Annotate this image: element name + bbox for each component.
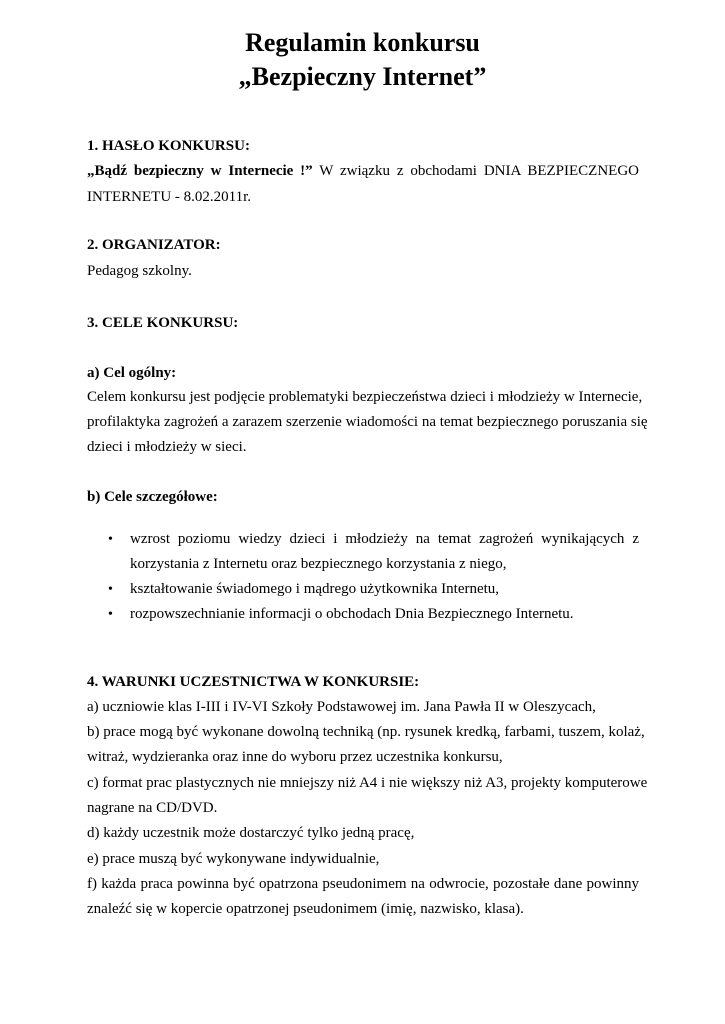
section-4-line: d) każdy uczestnik może dostarczyć tylko jedną pracę, [87, 825, 415, 841]
section-4-line: c) format prac plastycznych nie mniejszy niż A4 i nie większy niż A3, projekty komputerowe [87, 775, 648, 791]
section-4-line: e) prace muszą być wykonywane indywidualnie, [87, 851, 380, 867]
section-1-text-line-2: INTERNETU - 8.02.2011r. [87, 189, 252, 205]
document-title-line-2: „Bezpieczny Internet” [238, 62, 487, 91]
section-4-line: witraż, wydzieranka oraz inne do wyboru przez uczestnika konkursu, [87, 749, 503, 765]
section-1-text-line-1 [87, 162, 639, 180]
section-3a-line: Celem konkursu jest podjęcie problematyki bezpieczeństwa dzieci i młodzieży w Internecie, [87, 389, 643, 405]
section-1-text-rest: W związku z obchodami DNIA BEZPIECZNEGO [312, 163, 639, 179]
section-2-heading: 2. ORGANIZATOR: [87, 237, 221, 253]
bullet-item-line: rozpowszechnianie informacji o obchodach Dnia Bezpiecznego Internetu. [130, 606, 574, 622]
bullet-item-line: kształtowanie świadomego i mądrego użytkownika Internetu, [130, 581, 500, 597]
bullet-marker: • [108, 582, 113, 597]
section-4-line: a) uczniowie klas I-III i IV-VI Szkoły Podstawowej im. Jana Pawła II w Oleszycach, [87, 699, 596, 715]
section-4-line: nagrane na CD/DVD. [87, 800, 218, 816]
bullet-item-line: wzrost poziomu wiedzy dzieci i młodzieży na temat zagrożeń wynikających z [130, 531, 639, 547]
section-3-heading: 3. CELE KONKURSU: [87, 315, 239, 331]
section-4-heading: 4. WARUNKI UCZESTNICTWA W KONKURSIE: [87, 674, 420, 690]
section-4-line: znaleźć się w kopercie opatrzonej pseudonimem (imię, nazwisko, klasa). [87, 901, 524, 917]
section-4-line: b) prace mogą być wykonane dowolną techniką (np. rysunek kredką, farbami, tuszem, kolaż, [87, 724, 645, 740]
contest-slogan: „Bądź bezpieczny w Internecie !” [87, 163, 313, 179]
bullet-item-line: korzystania z Internetu oraz bezpiecznego korzystania z niego, [130, 556, 507, 572]
section-4-line: f) każda praca powinna być opatrzona pseudonimem na odwrocie, pozostałe dane powinny [87, 876, 639, 892]
section-1-heading: 1. HASŁO KONKURSU: [87, 138, 250, 154]
section-3a-line: dzieci i młodzieży w sieci. [87, 439, 247, 455]
bullet-marker: • [108, 607, 113, 622]
bullet-marker: • [108, 532, 113, 547]
document-title-line-1: Regulamin konkursu [245, 28, 480, 57]
section-3b-heading: b) Cele szczegółowe: [87, 489, 218, 505]
section-3a-heading: a) Cel ogólny: [87, 365, 177, 381]
section-2-text: Pedagog szkolny. [87, 263, 192, 279]
section-3a-line: profilaktyka zagrożeń a zarazem szerzenie wiadomości na temat bezpiecznego poruszania się [87, 414, 648, 430]
